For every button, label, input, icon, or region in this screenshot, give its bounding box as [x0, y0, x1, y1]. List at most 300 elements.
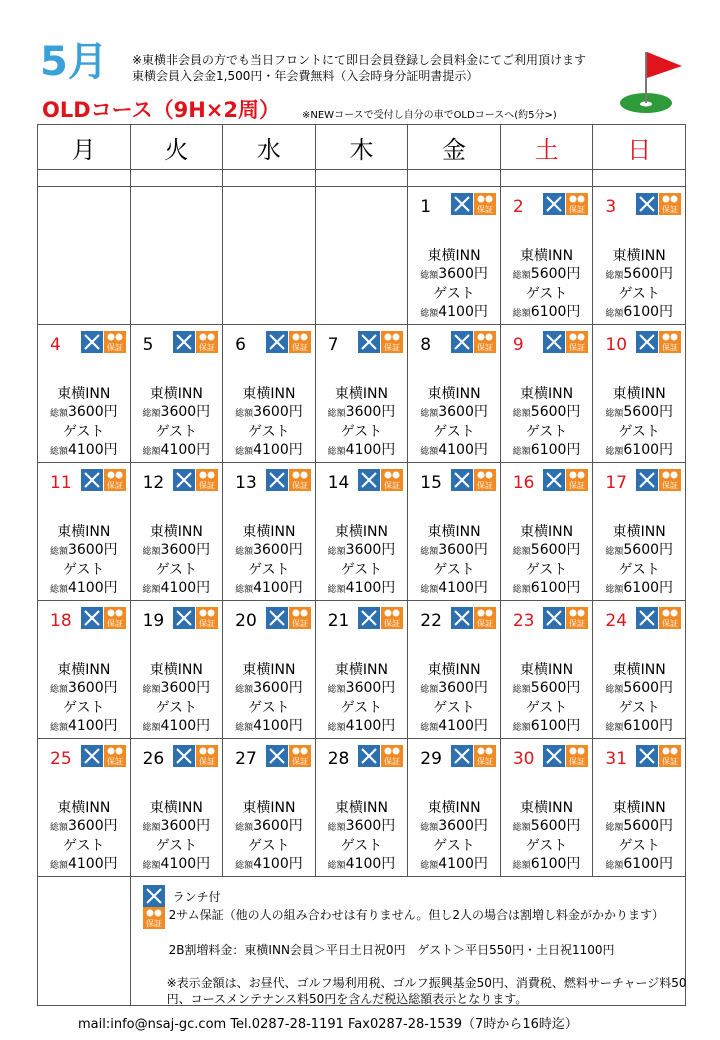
member-label: 東横INN: [612, 662, 666, 678]
svg-text:保証: 保証: [291, 757, 308, 766]
member-label: 東横INN: [242, 386, 296, 402]
svg-text:保証: 保証: [106, 619, 123, 628]
total-label: 総額: [49, 447, 68, 457]
day-cell[interactable]: [38, 463, 131, 601]
day-cell[interactable]: [38, 601, 131, 739]
svg-text:保証: 保証: [476, 619, 493, 628]
total-label: 総額: [327, 823, 346, 833]
total-label: 総額: [420, 271, 439, 281]
guest-label: ゲスト: [248, 424, 290, 440]
total-label: 総額: [49, 861, 68, 871]
member-price-value: 5600円: [623, 404, 674, 420]
weekday-mon: 月: [38, 125, 131, 170]
two-person-guarantee-icon: [566, 469, 588, 491]
member-label: 東横INN: [612, 386, 666, 402]
day-cell: [315, 187, 408, 325]
total-label: 総額: [142, 823, 161, 833]
guest-label: ゲスト: [340, 700, 383, 716]
day-prices: [223, 661, 315, 737]
svg-text:保証: 保証: [569, 757, 586, 766]
total-label: 総額: [235, 823, 254, 833]
day-cell-content: [38, 325, 130, 462]
guest-price-value: 4100円: [160, 580, 211, 596]
day-icons: [358, 745, 403, 767]
fork-knife-icon: [266, 745, 288, 767]
day-cell[interactable]: [593, 739, 686, 877]
guest-label: ゲスト: [63, 838, 105, 854]
day-cell[interactable]: [500, 601, 593, 739]
guest-price-value: 4100円: [67, 580, 118, 596]
legend-box: [131, 877, 685, 1005]
member-price: [131, 817, 223, 837]
member-label: 東横INN: [334, 386, 388, 402]
day-prices: [501, 523, 593, 599]
total-label: 総額: [235, 409, 254, 419]
month-title: 5月: [40, 39, 108, 85]
day-cell[interactable]: [315, 601, 408, 739]
day-icons: [266, 745, 311, 767]
guest-price-value: 6100円: [530, 304, 581, 320]
day-number: 23: [512, 611, 535, 631]
member-price: [131, 679, 223, 699]
two-person-guarantee-icon: [196, 469, 218, 491]
member-price-value: 5600円: [623, 680, 674, 696]
day-cell[interactable]: [223, 325, 316, 463]
day-icons: [543, 607, 588, 629]
day-cell-content: [501, 739, 593, 876]
day-cell-content: [501, 601, 593, 738]
guest-price-value: 4100円: [253, 580, 303, 596]
member-label: 東横INN: [427, 524, 481, 540]
day-icons: [81, 607, 126, 629]
guest-price: [38, 579, 130, 599]
guest-price-value: 4100円: [345, 856, 396, 872]
day-number: 14: [327, 473, 350, 493]
two-person-guarantee-icon: [566, 607, 588, 629]
day-cell[interactable]: [593, 187, 686, 325]
day-cell-content: [131, 325, 223, 462]
day-cell-content: [593, 463, 685, 600]
two-person-guarantee-icon: [104, 607, 126, 629]
guest-price-value: 4100円: [67, 856, 118, 872]
guest-price-value: 4100円: [253, 442, 303, 458]
day-cell-content: [593, 187, 685, 324]
guest-price-value: 4100円: [160, 442, 211, 458]
guest-price: [593, 717, 685, 737]
guest-price: [501, 441, 593, 461]
member-price-value: 3600円: [438, 404, 488, 420]
legend-lunch: [143, 885, 221, 907]
day-number: 31: [605, 749, 628, 769]
guest-label: ゲスト: [433, 562, 475, 578]
guest-label: ゲスト: [248, 562, 290, 578]
total-label: 総額: [605, 823, 624, 833]
total-label: 総額: [327, 861, 346, 871]
day-number: 4: [50, 335, 61, 355]
fork-knife-icon: [543, 607, 565, 629]
svg-text:保証: 保証: [384, 343, 401, 352]
legend-guarantee: [143, 907, 673, 929]
total-label: 総額: [512, 861, 531, 871]
fork-knife-icon: [173, 607, 195, 629]
member-price: [501, 817, 593, 837]
week-row: [38, 325, 686, 463]
two-person-guarantee-icon: [381, 331, 403, 353]
day-icons: [266, 607, 311, 629]
day-cell-content: [408, 463, 500, 600]
total-label: 総額: [327, 447, 346, 457]
member-label: 東横INN: [334, 524, 388, 540]
day-number: 18: [50, 611, 72, 631]
total-label: 総額: [49, 685, 68, 695]
member-label: 東横INN: [520, 800, 574, 816]
member-price: [223, 403, 315, 423]
day-cell[interactable]: [408, 187, 501, 325]
svg-text:保証: 保証: [662, 343, 678, 352]
fork-knife-icon: [543, 331, 565, 353]
member-price: [223, 817, 315, 837]
two-person-guarantee-icon: [289, 331, 311, 353]
member-price-value: 5600円: [530, 542, 581, 558]
day-cell-content: [223, 601, 315, 738]
member-price-value: 3600円: [253, 542, 303, 558]
total-label: 総額: [420, 823, 439, 833]
weekday-sat: 土: [500, 125, 593, 170]
member-price: [316, 679, 408, 699]
day-prices: [593, 385, 685, 461]
total-label: 総額: [235, 861, 254, 871]
two-person-guarantee-icon: [566, 193, 588, 215]
day-cell[interactable]: [500, 739, 593, 877]
day-cell-content: [501, 325, 593, 462]
total-label: 総額: [420, 685, 439, 695]
svg-text:保証: 保証: [569, 619, 586, 628]
day-cell: [130, 187, 223, 325]
day-cell[interactable]: [408, 601, 501, 739]
day-prices: [38, 523, 130, 599]
two-person-guarantee-icon: [104, 745, 126, 767]
guest-price: [501, 855, 593, 875]
total-label: 総額: [420, 585, 439, 595]
guest-label: ゲスト: [63, 424, 105, 440]
two-person-guarantee-icon: [381, 469, 403, 491]
guest-price: [316, 855, 408, 875]
guest-label: ゲスト: [618, 424, 660, 440]
svg-text:保証: 保証: [199, 757, 216, 766]
day-icons: [636, 193, 681, 215]
member-label: 東横INN: [57, 662, 111, 678]
membership-note: [132, 52, 586, 84]
week-row: [38, 463, 686, 601]
member-price-value: 3600円: [160, 404, 211, 420]
course-note: ※NEWコースで受付し自分の車でOLDコースへ(約5分>): [302, 110, 557, 121]
guest-label: ゲスト: [340, 838, 383, 854]
guest-price-value: 4100円: [345, 718, 396, 734]
total-label: 総額: [327, 547, 346, 557]
day-cell[interactable]: [593, 463, 686, 601]
two-person-guarantee-icon: [381, 607, 403, 629]
guest-label: ゲスト: [433, 424, 475, 440]
day-number: 9: [512, 335, 524, 355]
day-cell[interactable]: [408, 463, 501, 601]
day-icons: [636, 607, 681, 629]
day-number: 27: [235, 749, 257, 769]
contact-footer: mail:info@nsaj-gc.com Tel.0287-28-1191 Fax0287-28-1539（7時から16時迄）: [78, 1017, 578, 1032]
day-cell[interactable]: [500, 325, 593, 463]
guest-price: [131, 855, 223, 875]
guest-price: [38, 855, 130, 875]
guest-price: [501, 579, 593, 599]
member-price: [316, 403, 408, 423]
member-label: 東横INN: [242, 662, 296, 678]
guest-price-value: 4100円: [438, 304, 488, 320]
day-cell[interactable]: [315, 739, 408, 877]
day-cell-content: [316, 739, 408, 876]
guest-price-value: 4100円: [345, 442, 396, 458]
member-price: [593, 541, 685, 561]
day-cell-content: [316, 601, 408, 738]
day-cell[interactable]: [130, 739, 223, 877]
guest-label: ゲスト: [618, 562, 660, 578]
guest-price-value: 6100円: [623, 718, 674, 734]
member-price: [408, 265, 500, 285]
day-icons: [358, 469, 403, 491]
guest-price-value: 4100円: [345, 580, 396, 596]
member-label: 東横INN: [149, 662, 203, 678]
fork-knife-icon: [81, 469, 103, 491]
total-label: 総額: [605, 547, 624, 557]
guest-label: ゲスト: [618, 700, 660, 716]
day-icons: [451, 331, 496, 353]
member-price-value: 3600円: [345, 818, 396, 834]
guest-price-value: 4100円: [67, 718, 118, 734]
member-price-value: 3600円: [345, 404, 396, 420]
day-number: 15: [420, 473, 442, 493]
day-number: 30: [512, 749, 535, 769]
day-cell-content: [316, 325, 408, 462]
member-price-value: 5600円: [530, 818, 581, 834]
day-cell-content: [501, 463, 593, 600]
day-cell[interactable]: [38, 739, 131, 877]
guest-price-value: 6100円: [623, 304, 674, 320]
day-cell[interactable]: [408, 739, 501, 877]
day-cell-content: [316, 463, 408, 600]
day-cell-content: [223, 463, 315, 600]
day-prices: [408, 247, 500, 323]
two-person-guarantee-icon: [659, 745, 681, 767]
day-cell-content: [223, 739, 315, 876]
guest-label: ゲスト: [618, 838, 660, 854]
member-price-value: 3600円: [438, 542, 488, 558]
day-icons: [173, 745, 218, 767]
day-prices: [316, 799, 408, 875]
total-label: 総額: [512, 309, 531, 319]
guest-price: [408, 303, 500, 323]
fork-knife-icon: [266, 607, 288, 629]
member-label: 東横INN: [57, 800, 111, 816]
total-label: 総額: [605, 585, 624, 595]
fork-knife-icon: [543, 469, 565, 491]
total-label: 総額: [512, 447, 531, 457]
member-price: [408, 817, 500, 837]
fork-knife-icon: [543, 745, 565, 767]
guest-price: [223, 717, 315, 737]
two-person-guarantee-icon: [196, 607, 218, 629]
day-icons: [81, 469, 126, 491]
guest-label: ゲスト: [248, 838, 290, 854]
member-price-value: 3600円: [345, 542, 396, 558]
member-price-value: 3600円: [160, 818, 211, 834]
member-price-value: 3600円: [438, 680, 488, 696]
member-label: 東横INN: [427, 662, 481, 678]
two-person-guarantee-icon: [196, 745, 218, 767]
day-cell[interactable]: [130, 325, 223, 463]
member-price: [223, 541, 315, 561]
day-prices: [38, 799, 130, 875]
day-cell-content: [131, 739, 223, 876]
total-label: 総額: [605, 723, 624, 733]
two-person-guarantee-icon: [143, 907, 165, 929]
two-person-guarantee-icon: [196, 331, 218, 353]
day-prices: [408, 385, 500, 461]
fork-knife-icon: [543, 193, 565, 215]
total-label: 総額: [327, 409, 346, 419]
day-cell-content: [408, 601, 500, 738]
day-icons: [543, 193, 588, 215]
day-number: 13: [235, 473, 257, 493]
total-label: 総額: [420, 723, 439, 733]
day-cell[interactable]: [593, 601, 686, 739]
member-price: [38, 403, 130, 423]
day-cell-content: [408, 739, 500, 876]
weekday-wed: 水: [223, 125, 316, 170]
guest-price-value: 4100円: [160, 718, 211, 734]
day-prices: [501, 247, 593, 323]
total-label: 総額: [142, 723, 161, 733]
fork-knife-icon: [358, 607, 380, 629]
week-row: [38, 601, 686, 739]
two-person-guarantee-icon: [659, 469, 681, 491]
day-cell[interactable]: [223, 463, 316, 601]
two-person-guarantee-icon: [659, 331, 681, 353]
day-cell-content: [223, 325, 315, 462]
member-price-value: 3600円: [160, 680, 211, 696]
guest-price: [408, 579, 500, 599]
guest-price-value: 4100円: [253, 718, 303, 734]
legend-disclaimer: ※表示金額は、お昼代、ゴルフ場利用税、ゴルフ振興基金50円、消費税、燃料サーチャージ料50円、コースメンテナンス料50円を含んだ税込総額表示となります。: [166, 976, 687, 1006]
spacer-row: [38, 170, 686, 187]
guest-price: [593, 579, 685, 599]
guest-label: ゲスト: [340, 424, 383, 440]
guest-label: ゲスト: [155, 562, 198, 578]
two-person-guarantee-icon: [289, 607, 311, 629]
guest-label: ゲスト: [433, 700, 475, 716]
day-icons: [358, 607, 403, 629]
member-price-value: 3600円: [253, 818, 303, 834]
weekday-thu: 木: [315, 125, 408, 170]
day-cell-content: [593, 601, 685, 738]
total-label: 総額: [49, 409, 68, 419]
member-price-value: 3600円: [67, 404, 118, 420]
total-label: 総額: [512, 547, 531, 557]
total-label: 総額: [327, 585, 346, 595]
day-cell-content: [131, 463, 223, 600]
member-label: 東横INN: [242, 524, 296, 540]
member-price: [501, 265, 593, 285]
day-cell[interactable]: [315, 463, 408, 601]
guest-label: ゲスト: [155, 424, 198, 440]
member-price-value: 3600円: [160, 542, 211, 558]
svg-text:保証: 保証: [106, 481, 123, 490]
day-prices: [316, 385, 408, 461]
guest-price: [316, 579, 408, 599]
day-cell[interactable]: [38, 325, 131, 463]
day-cell[interactable]: [130, 601, 223, 739]
guest-price-value: 4100円: [438, 580, 488, 596]
member-price-value: 3600円: [345, 680, 396, 696]
fork-knife-icon: [636, 745, 658, 767]
member-price: [501, 679, 593, 699]
svg-text:保証: 保証: [291, 343, 308, 352]
total-label: 総額: [235, 723, 254, 733]
day-number: 20: [235, 611, 257, 631]
day-prices: [223, 523, 315, 599]
guest-price-value: 4100円: [67, 442, 118, 458]
guest-price: [38, 717, 130, 737]
day-number: 16: [512, 473, 535, 493]
day-icons: [543, 745, 588, 767]
day-cell[interactable]: [500, 463, 593, 601]
day-cell-content: [408, 325, 500, 462]
day-cell[interactable]: [408, 325, 501, 463]
fork-knife-icon: [358, 331, 380, 353]
guest-price-value: 6100円: [623, 442, 674, 458]
week-row: [38, 187, 686, 325]
day-cell[interactable]: [500, 187, 593, 325]
day-prices: [223, 799, 315, 875]
fork-knife-icon: [173, 469, 195, 491]
total-label: 総額: [512, 723, 531, 733]
guest-price-value: 6100円: [623, 856, 674, 872]
total-label: 総額: [142, 409, 161, 419]
fork-knife-icon: [173, 331, 195, 353]
day-cell[interactable]: [593, 325, 686, 463]
guest-price: [501, 717, 593, 737]
day-cell[interactable]: [223, 739, 316, 877]
fork-knife-icon: [451, 193, 473, 215]
day-prices: [593, 799, 685, 875]
member-price: [131, 403, 223, 423]
guest-label: ゲスト: [433, 838, 475, 854]
svg-text:保証: 保証: [106, 757, 123, 766]
guest-price: [593, 441, 685, 461]
guest-price-value: 6100円: [623, 580, 674, 596]
total-label: 総額: [142, 861, 161, 871]
membership-note-line2: 東横会員入会金1,500円・年会費無料（入会時身分証明書提示）: [132, 69, 479, 83]
day-number: 21: [327, 611, 350, 631]
day-cell[interactable]: [223, 601, 316, 739]
day-prices: [593, 247, 685, 323]
guest-label: ゲスト: [63, 562, 105, 578]
total-label: 総額: [605, 271, 624, 281]
total-label: 総額: [420, 861, 439, 871]
day-prices: [131, 799, 223, 875]
day-cell[interactable]: [315, 325, 408, 463]
day-icons: [81, 745, 126, 767]
two-person-guarantee-icon: [104, 331, 126, 353]
day-cell[interactable]: [130, 463, 223, 601]
guest-price-value: 4100円: [160, 856, 211, 872]
